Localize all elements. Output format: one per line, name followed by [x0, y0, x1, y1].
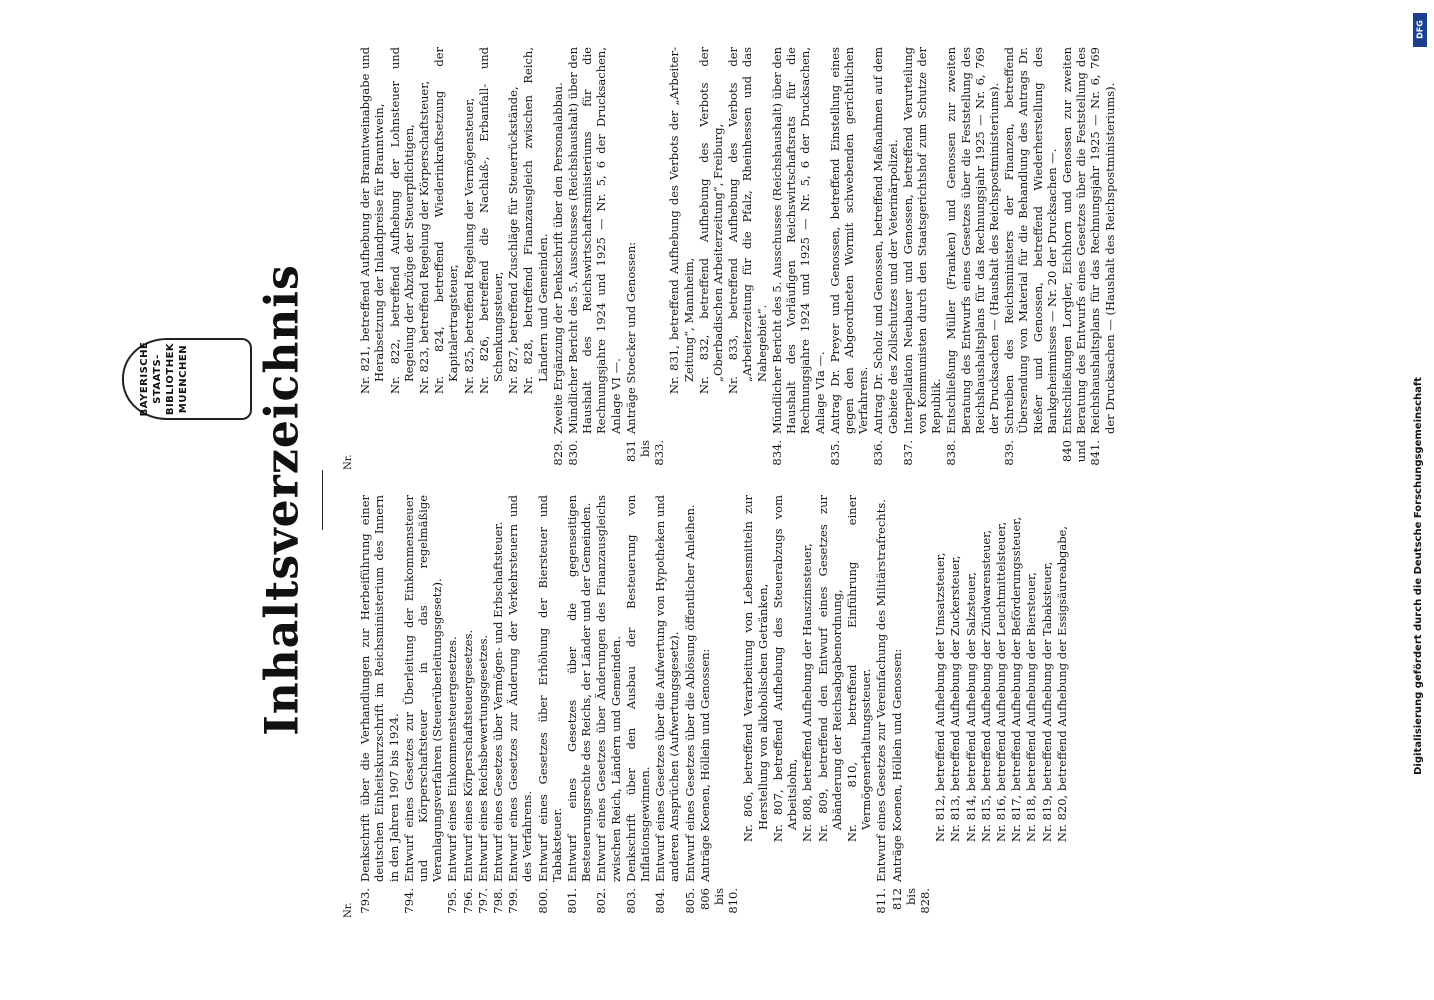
toc-entry [948, 495, 962, 920]
sub-entry-text: Nr. 824, betreffend Wiederinkraftsetzung der Kapitalertragsteuer, [432, 47, 461, 394]
left-column [342, 495, 1070, 920]
entry-number: 805. [682, 888, 697, 914]
entry-text: Entwurf eines Gesetzes über die gegenseitigen Besteuerungsrechte des Reichs, der Länder und der Gemeinden. [565, 495, 594, 882]
sub-entry-text: Nr. 816, betreffend Aufhebung der Leuchtmittelsteuer, [993, 521, 1008, 842]
toc-entry [698, 495, 741, 920]
title-rule [322, 470, 323, 530]
sub-entry-text: Nr. 814, betreffend Aufhebung der Salzsteuer, [963, 572, 978, 842]
entry-number: 806 bis 810. [697, 888, 741, 914]
entry-number [1055, 882, 1069, 920]
entry-number [388, 434, 416, 472]
toc-entry [462, 47, 476, 472]
sub-entry-text: Nr. 832, betreffend Aufhebung des Verbots der „Oberbadischen Arbeiterzeitung“, Freiburg, [696, 47, 726, 394]
toc-entry [624, 495, 652, 920]
sub-entry-text: Nr. 820, betreffend Aufhebung der Essigsäureabgabe, [1054, 525, 1069, 842]
sub-entry-text: Nr. 812, betreffend Aufhebung der Umsatzsteuer, [933, 552, 948, 842]
entry-number: 836. [871, 440, 886, 466]
entry-number: 793. [358, 888, 373, 914]
entry-text: Denkschrift über den Ausbau der Besteuerung von Inflationsgewinnen. [623, 495, 653, 882]
toc-entry [358, 495, 401, 920]
entry-number: 839. [1002, 440, 1017, 466]
sub-entry-text: Nr. 818, betreffend Aufhebung der Biersteuer, [1024, 572, 1039, 842]
entry-number [417, 434, 431, 472]
toc-entry [1002, 47, 1059, 472]
entry-number [948, 882, 962, 920]
entry-text: Schreiben des Reichsministers der Finanzen, betreffend Übersendung von Material für die Behandlung des Antrags Dr. Rießer und Genossen, betreffend Wiederherstellung des Bankgeheimnisses — Nr. 20 der Drucksachen —. [1002, 47, 1059, 434]
digitization-sidebar [1410, 5, 1430, 995]
toc-entry [566, 47, 623, 472]
toc-entry [536, 495, 564, 920]
toc-entry [944, 47, 1001, 472]
entry-number: 797. [475, 888, 490, 914]
entry-text: Entwurf eines Gesetzes über Erhöhung der Biersteuer und Tabaksteuer. [535, 495, 564, 882]
sub-entry-text: Nr. 831, betreffend Aufhebung des Verbots der „Arbeiter-Zeitung“, Mannheim, [667, 47, 696, 394]
entry-number [816, 882, 844, 920]
dfg-logo: DFG [1413, 13, 1427, 47]
entry-number: 799. [506, 888, 521, 914]
toc-entry [476, 495, 490, 920]
toc-entry [964, 495, 978, 920]
entry-text: Interpellation Neubauer und Genossen, betreffend Verurteilung von Kommunisten durch den Staatsgerichtshof zum Schutze der Republik. [900, 47, 944, 434]
entry-text: Entwurf eines Reichsbewertungsgesetzes. [475, 634, 490, 882]
entry-number [726, 434, 769, 472]
entry-number: 835. [827, 440, 842, 466]
toc-entry [1009, 495, 1023, 920]
entry-number [933, 882, 947, 920]
toc-entry [388, 47, 416, 472]
stamp-line: BAYERISCHE [139, 341, 150, 417]
entry-text: Entschließung Müller (Franken) und Genossen zur zweiten Beratung des Entwurfs eines Gesetzes über die Feststellung des Reichshaushaltsplans für das Rechnungsjahr 1925 — Nr. 6, 769 der Drucksachen — (Haushalt des Reichspostministeriums). [944, 47, 1001, 434]
entry-text: Entschließungen Lorgler, Eichhorn und Genossen zur zweiten Beratung des Entwurfs eines Gesetzes über die Feststellung des Reichshaushaltsplans für das Rechnungsjahr 1925 — Nr. 6, 769 der Drucksachen — (Haushalt des Reichspostministeriums). [1059, 47, 1117, 434]
toc-entry [828, 47, 871, 472]
toc-entry [979, 495, 993, 920]
entry-number: 794. [401, 888, 416, 914]
entry-number [462, 434, 476, 472]
toc-entry [402, 495, 445, 920]
entry-number [506, 434, 520, 472]
entry-number [1040, 882, 1054, 920]
entry-number [741, 882, 769, 920]
entry-text: Anträge Koenen, Höllein und Genossen: [889, 648, 904, 882]
entry-number: 838. [944, 440, 959, 466]
entry-number: 831 bis 833. [623, 440, 667, 466]
toc-entry [417, 47, 431, 472]
toc-entry [994, 495, 1008, 920]
entry-number: 802. [594, 888, 609, 914]
entry-number [994, 882, 1008, 920]
toc-entry [358, 47, 386, 472]
entry-number: 796. [460, 888, 475, 914]
sub-entry-text: Nr. 827, betreffend Zuschläge für Steuerrückstände, [506, 86, 521, 394]
entry-number [477, 434, 505, 472]
entry-text: Anträge Stoecker und Genossen: [623, 241, 638, 434]
entry-text: Entwurf eines Gesetzes über die Aufwertung von Hypotheken und anderen Ansprüchen (Aufwertungsgesetz). [653, 494, 682, 882]
toc-entry [477, 47, 505, 472]
sub-entry-text: Nr. 813, betreffend Aufhebung der Zuckersteuer, [948, 555, 963, 842]
entry-text: Zweite Ergänzung der Denkschrift über den Personalabbau. [550, 82, 565, 434]
toc-entry [1060, 47, 1117, 472]
sub-entry-text: Nr. 828, betreffend Finanzausgleich zwischen Reich, Ländern und Gemeinden. [521, 47, 550, 394]
toc-entry [491, 495, 505, 920]
toc-entry [565, 495, 593, 920]
toc-entry [800, 495, 814, 920]
toc-entry [521, 47, 549, 472]
toc-entry [874, 495, 888, 920]
sub-entry-text: Nr. 808, betreffend Aufhebung der Hauszinssteuer, [800, 543, 815, 842]
entry-text: Entwurf eines Gesetzes zur Vereinfachung des Militärstrafrechts. [874, 499, 889, 882]
sub-entry-text: Nr. 826, betreffend die Nachlaß-, Erbanfall- und Schenkungssteuer, [476, 47, 506, 394]
entry-number [800, 882, 814, 920]
library-stamp [122, 338, 252, 420]
toc-entry [901, 47, 944, 472]
entry-number [1009, 882, 1023, 920]
entry-number: 840 und 841. [1059, 440, 1103, 466]
entry-number: 804. [653, 888, 668, 914]
sub-entry-text: Nr. 833, betreffend Aufhebung des Verbots der „Arbeiterzeitung für die Pfalz, Rheinhessen und das Nahegebiet“. [726, 47, 769, 394]
sub-entry-text: Nr. 819, betreffend Aufhebung der Tabaksteuer, [1039, 561, 1054, 842]
toc-entry [933, 495, 947, 920]
entry-text: Entwurf eines Körperschaftsteuergesetzes. [460, 629, 475, 882]
toc-entry [1055, 495, 1069, 920]
toc-entry [871, 47, 899, 472]
toc-entry [551, 47, 565, 472]
entry-number: 829. [550, 440, 565, 466]
entry-number: 837. [900, 440, 915, 466]
sub-entry-text: Nr. 815, betreffend Aufhebung der Zündwarensteuer, [978, 529, 993, 842]
entry-number [979, 882, 993, 920]
entry-number: 834. [769, 440, 784, 466]
entry-text: Antrag Dr. Scholz und Genossen, betreffend Maßnahmen auf dem Gebiete des Zollschutzes und der Veterinärpolizei. [871, 47, 900, 434]
entry-number [667, 434, 695, 472]
entry-number [964, 882, 978, 920]
toc-entry [461, 495, 475, 920]
entry-number: 811. [874, 888, 889, 914]
entry-number: 795. [445, 888, 460, 914]
nr-column-heading: Nr. [343, 454, 354, 470]
entry-number: 812 bis 828. [889, 888, 932, 914]
entry-text: Denkschrift über die Verhandlungen zur Herbeiführung einer deutschen Einheitskurzschrift im Reichsministerium des Innern in den Jahren 1907 bis 1924. [358, 495, 401, 882]
entry-number [697, 434, 725, 472]
sub-entry-text: Nr. 817, betreffend Aufhebung der Beförderungssteuer, [1009, 516, 1024, 842]
entry-number: 803. [623, 888, 638, 914]
toc-entry [432, 47, 460, 472]
entry-number [1024, 882, 1038, 920]
toc-entry [771, 495, 799, 920]
toc-entry [683, 495, 697, 920]
toc-entry [1024, 495, 1038, 920]
sub-entry-text: Nr. 806, betreffend Verarbeitung von Lebensmitteln zur Herstellung von alkoholischen Getränken, [741, 495, 770, 842]
entry-text: Anträge Koenen, Höllein und Genossen: [697, 648, 712, 882]
toc-entry [445, 495, 459, 920]
entry-text: Antrag Dr. Preyer und Genossen, betreffend Einstellung eines gegen den Abgeordneten Wormit schwebenden gerichtlichen Verfahrens. [827, 47, 871, 434]
toc-entry [506, 495, 534, 920]
sub-entry-text: Nr. 810, betreffend Einführung einer Vermögenerhaltungssteuer. [844, 495, 874, 842]
sub-entry-text: Nr. 807, betreffend Aufhebung des Steuerabzugs vom Arbeitslohn, [770, 495, 800, 842]
sub-entry-text: Nr. 825, betreffend Regelung der Vermögensteuer, [461, 97, 476, 394]
entry-number [845, 882, 873, 920]
toc-entry [726, 47, 769, 472]
entry-text: Entwurf eines Gesetzes zur Änderung der Verkehrsteuern und des Verfahrens. [506, 495, 535, 882]
toc-entry [697, 47, 725, 472]
entry-text: Entwurf eines Gesetzes über die Ablösung öffentlicher Anleihen. [682, 504, 697, 882]
entry-number [771, 882, 799, 920]
entry-number: 798. [491, 888, 506, 914]
toc-entry [816, 495, 844, 920]
toc-entry [653, 495, 681, 920]
entry-number: 800. [535, 888, 550, 914]
sub-entry-text: Nr. 821, betreffend Aufhebung der Branntweinabgabe und Herabsetzung der Inlandpreise für Branntwein, [358, 47, 387, 394]
rotated-document-page [12, 47, 1422, 950]
sub-entry-text: Nr. 822, betreffend Aufhebung der Lohnsteuer und Regelung der Abzüge der Steuerpflichtigen, [387, 47, 416, 394]
stamp-line: STAATS- [152, 354, 163, 404]
toc-entry [624, 47, 667, 472]
toc-entry [890, 495, 933, 920]
stamp-line: MUENCHEN [178, 344, 189, 414]
toc-entry [506, 47, 520, 472]
toc-entry [741, 495, 769, 920]
sub-entry-text: Nr. 809, betreffend den Entwurf eines Gesetzes zur Abänderung der Reichsabgabenordnung, [815, 495, 844, 842]
toc-entry [845, 495, 873, 920]
right-column [342, 47, 1118, 472]
toc-entry [667, 47, 695, 472]
entry-text: Mündlicher Bericht des 5. Ausschusses (Reichshaushalt) über den Haushalt des Vorläufigen Reichswirtschaftsrats für die Rechnungsjahre 1924 und 1925 — Nr. 5, 6 der Drucksachen, Anlage VIa —. [769, 47, 827, 434]
entry-number: 801. [565, 888, 580, 914]
entry-number [432, 434, 460, 472]
nr-column-heading: Nr. [343, 902, 354, 918]
toc-entry [770, 47, 827, 472]
toc-entry [594, 495, 622, 920]
entry-text: Entwurf eines Gesetzes über Vermögen- und Erbschaftsteuer. [491, 521, 506, 882]
entry-number: 830. [566, 440, 581, 466]
stamp-line: BIBLIOTHEK [165, 342, 176, 416]
entry-number [521, 434, 549, 472]
page-title: Inhaltsverzeichnis [255, 264, 310, 736]
entry-text: Entwurf eines Einkommensteuergesetzes. [445, 636, 460, 882]
entry-text: Entwurf eines Gesetzes über Änderungen des Finanzausgleichs zwischen Reich, Ländern und Gemeinden. [594, 495, 623, 882]
entry-text: Entwurf eines Gesetzes zur Überleitung der Einkommensteuer und Körperschaftsteuer in das regelmäßige Veranlagungsverfahren (Steuerüberleitungsgesetz). [401, 495, 445, 882]
entry-number [358, 434, 386, 472]
funding-notice: Digitalisierung gefördert durch die Deutsche Forschungsgemeinschaft [1413, 377, 1424, 775]
toc-entry [1040, 495, 1054, 920]
sub-entry-text: Nr. 823, betreffend Regelung der Körperschaftsteuer, [417, 80, 432, 394]
entry-text: Mündlicher Bericht des 5. Ausschusses (Reichshaushalt) über den Haushalt des Reichswirtschaftsministeriums für die Rechnungsjahre 1924 und 1925 — Nr. 5, 6 der Drucksachen, Anlage VI —. [566, 47, 623, 434]
